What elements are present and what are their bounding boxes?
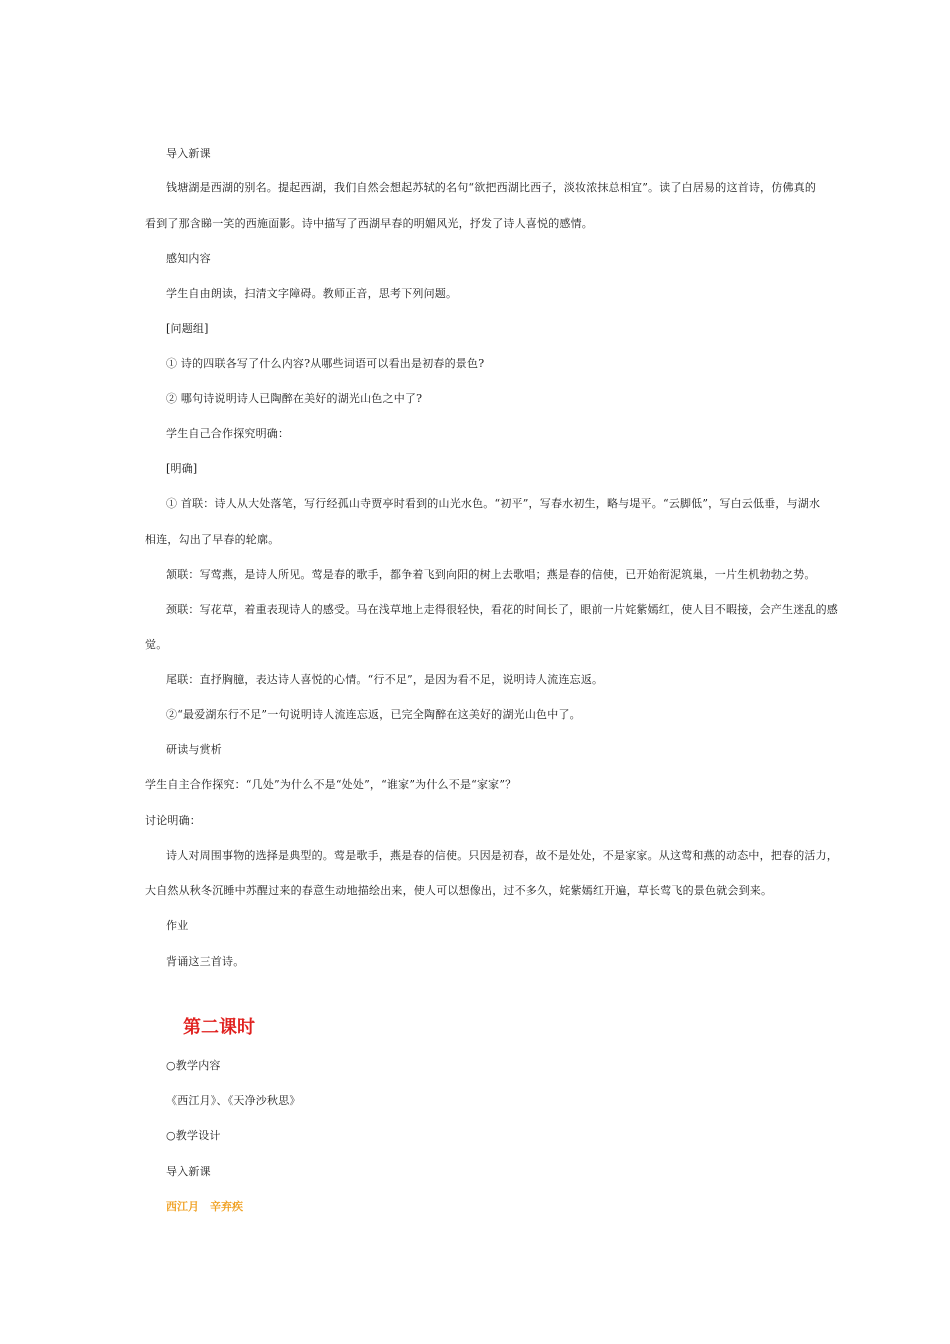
intro-paragraph-line-1: 钱塘湖是西湖的别名。提起西湖，我们自然会想起苏轼的名句“欲把西湖比西子，淡妆浓抹总相宜”。读了白居易的这首诗，仿佛真的 xyxy=(166,181,817,194)
teaching-content-text: 《西江月》、《天净沙秋思》 xyxy=(166,1094,301,1107)
answer-jinglian-line-2: 觉。 xyxy=(145,638,168,651)
study-title: 研读与赏析 xyxy=(166,743,222,756)
lesson-2-heading: 第二课时 xyxy=(183,1017,255,1038)
answer-1-line-1: ① 首联：诗人从大处落笔，写行经孤山寺贾亭时看到的山光水色。“初平”，写春水初生，略与堤平。“云脚低”，写白云低垂，与湖水 xyxy=(166,497,821,510)
teaching-design-label: ○教学设计 xyxy=(166,1129,221,1142)
poem-title: 西江月 辛弃疾 xyxy=(166,1200,243,1213)
clarify-label: [明确] xyxy=(166,462,198,475)
answer-weilian: 尾联：直抒胸臆，表达诗人喜悦的心情。“行不足”，是因为看不足，说明诗人流连忘返。 xyxy=(166,673,604,686)
answer-jinglian-line-1: 颈联：写花草，着重表现诗人的感受。马在浅草地上走得很轻快，看花的时间长了，眼前一片姹紫嫣红，使人目不暇接，会产生迷乱的感 xyxy=(166,603,838,616)
question-2: ② 哪句诗说明诗人已陶醉在美好的湖光山色之中了? xyxy=(166,392,423,405)
answer-1-line-2: 相连，勾出了早春的轮廓。 xyxy=(145,533,280,546)
intro-title: 导入新课 xyxy=(166,147,211,160)
discuss-line-2: 大自然从秋冬沉睡中苏醒过来的春意生动地描绘出来，使人可以想像出，过不多久，姹紫嫣红开遍，草长莺飞的景色就会到来。 xyxy=(145,884,773,897)
homework-text: 背诵这三首诗。 xyxy=(166,955,245,968)
question-group-label: [问题组] xyxy=(166,322,209,335)
answer-hanlian: 颔联：写莺燕，是诗人所见。莺是春的歌手，都争着飞到向阳的树上去歌唱；燕是春的信使，已开始衔泥筑巢，一片生机勃勃之势。 xyxy=(166,568,816,581)
study-question: 学生自主合作探究：“几处”为什么不是“处处”，“谁家”为什么不是“家家”？ xyxy=(145,778,517,791)
teaching-content-label: ○教学内容 xyxy=(166,1059,221,1072)
question-1: ① 诗的四联各写了什么内容?从哪些词语可以看出是初春的景色? xyxy=(166,357,485,370)
cooperation-text: 学生自己合作探究明确： xyxy=(166,427,290,440)
answer-2: ②“最爱湖东行不足”一句说明诗人流连忘返，已完全陶醉在这美好的湖光山色中了。 xyxy=(166,708,581,721)
homework-title: 作业 xyxy=(166,919,189,932)
intro-paragraph-line-2: 看到了那含睇一笑的西施面影。诗中描写了西湖早春的明媚风光，抒发了诗人喜悦的感情。 xyxy=(145,217,593,230)
lesson-2-intro-title: 导入新课 xyxy=(166,1165,211,1178)
discuss-line-1: 诗人对周围事物的选择是典型的。莺是歌手，燕是春的信使。只因是初春，故不是处处，不是家家。从这莺和燕的动态中，把春的活力， xyxy=(166,849,838,862)
perceive-title: 感知内容 xyxy=(166,252,211,265)
perceive-text: 学生自由朗读，扫清文字障碍。教师正音，思考下列问题。 xyxy=(166,287,458,300)
discuss-label: 讨论明确： xyxy=(145,814,201,827)
